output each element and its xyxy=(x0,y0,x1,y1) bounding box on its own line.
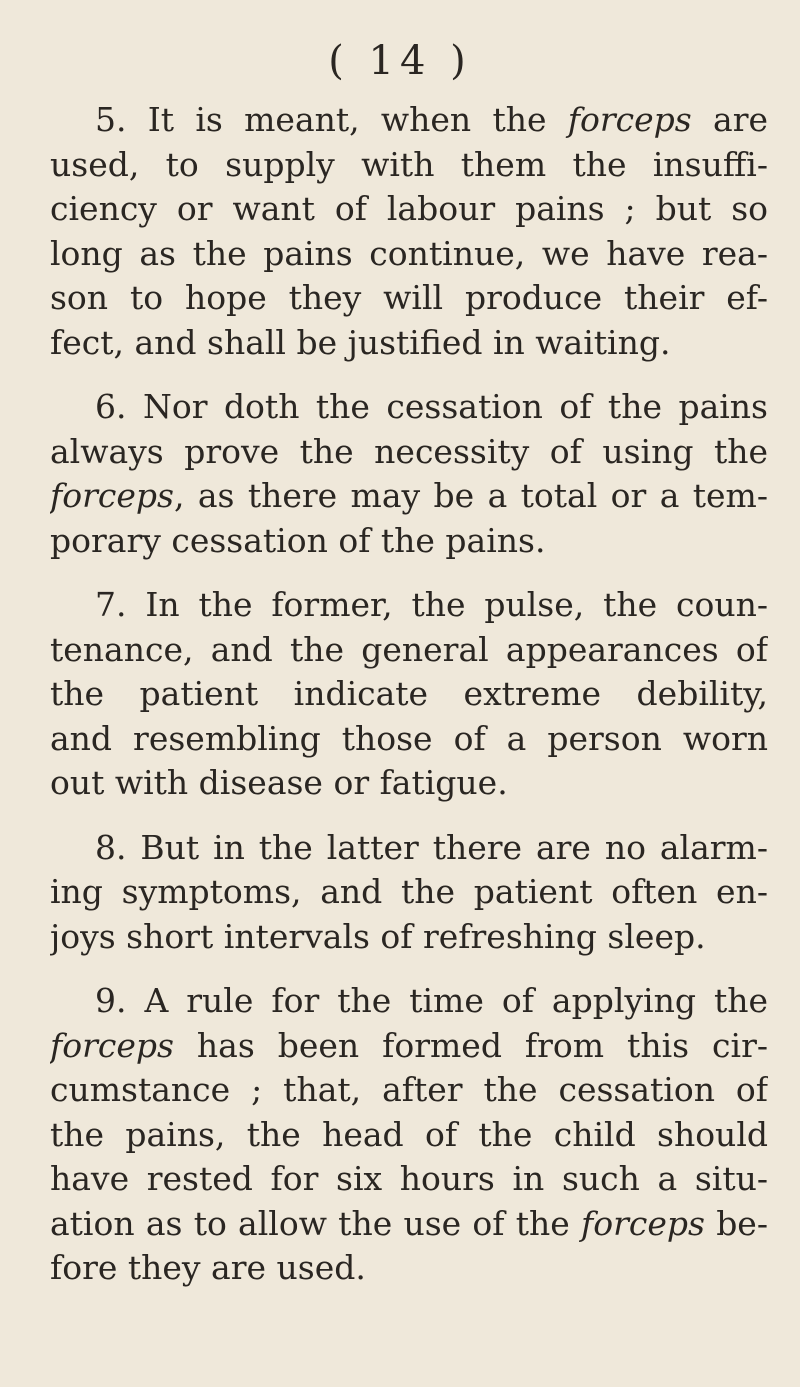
text-line: son to hope they will produce their ef- xyxy=(50,278,768,317)
paragraph-8 xyxy=(50,826,768,960)
text-line: have rested for six hours in such a situ- xyxy=(50,1159,768,1198)
text-line: the pains, the head of the child should xyxy=(50,1114,768,1154)
page-number: ( 14 ) xyxy=(328,38,472,84)
text-line: ing symptoms, and the patient often en- xyxy=(50,872,768,911)
text-line: 9. A rule for the time of applying the xyxy=(95,981,768,1020)
paragraph-7 xyxy=(50,583,768,806)
text-line: porary cessation of the pains. xyxy=(50,520,546,560)
page-body xyxy=(50,98,768,1311)
text-line: cumstance ; that, after the cessation of xyxy=(50,1070,768,1109)
paragraph-9 xyxy=(50,979,768,1291)
text-line: forceps has been formed from this cir- xyxy=(50,1025,768,1065)
text-line: tenance, and the general appearances of xyxy=(50,629,768,669)
text-line: out with disease or fatigue. xyxy=(50,763,508,802)
text-line: used, to supply with them the insuffi- xyxy=(50,144,768,184)
text-line: 7. In the former, the pulse, the coun- xyxy=(95,585,768,624)
text-line: fore they are used. xyxy=(50,1248,366,1287)
text-line: fect, and shall be justified in waiting. xyxy=(50,322,671,362)
text-line: 5. It is meant, when the forceps are xyxy=(95,100,768,139)
text-line: 8. But in the latter there are no alarm- xyxy=(95,827,768,867)
paragraph-6 xyxy=(50,385,768,563)
text-line: ation as to allow the use of the forceps be- xyxy=(50,1203,768,1243)
text-line: forceps, as there may be a total or a tem- xyxy=(50,476,768,515)
text-line: ciency or want of labour pains ; but so xyxy=(50,189,768,228)
text-line: the patient indicate extreme debility, xyxy=(50,674,768,713)
text-line: joys short intervals of refreshing sleep. xyxy=(50,916,706,956)
paragraph-5 xyxy=(50,98,768,365)
text-line: long as the pains continue, we have rea- xyxy=(50,233,768,273)
text-line: 6. Nor doth the cessation of the pains xyxy=(95,387,768,426)
text-line: always prove the necessity of using the xyxy=(50,431,768,471)
text-line: and resembling those of a person worn xyxy=(50,718,768,758)
